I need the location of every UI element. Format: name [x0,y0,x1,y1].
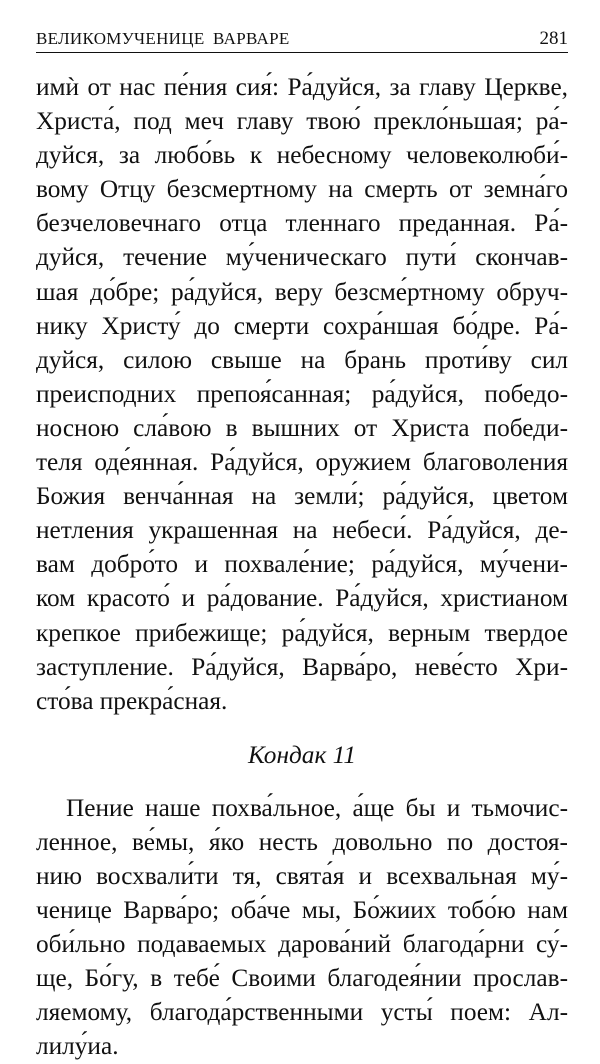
section-heading: Кондак 11 [247,740,357,769]
text-line: преисподних препоя́санная; ра́дуйся, победо- [36,379,568,408]
text-line: Христа́, под меч главу твою́ прекло́ньшая; ра́- [36,107,568,136]
text-line: ленное, ве́мы, я́ко несть довольно по достоя- [36,827,568,856]
text-line: шая до́бре; ра́дуйся, веру безсме́ртному обруч- [36,277,568,306]
text-line: Пение наше похва́льное, а́ще бы и тьмочис- [66,793,568,822]
text-line: дуйся, силою свыше на брань проти́ву сил [36,345,568,374]
text-line: имѝ от нас пе́ния сия́: Ра́дуйся, за главу Церкве, [36,73,568,101]
running-header [36,28,568,53]
text-line: теля оде́янная. Ра́дуйся, оружием благоволения [36,448,568,477]
ikos-11-paragraph [36,70,568,718]
text-line: безчеловечнаго отца тленнаго преданная. Ра́- [36,209,568,238]
text-line: Божия венча́нная на земли́; ра́дуйся, цветом [36,482,568,511]
text-line: дуйся, за любо́вь к небесному человеколюби́- [36,141,568,170]
running-title: ВЕЛИКОМУЧЕНИЦЕ ВАРВАРЕ [36,29,290,48]
text-line: ченице Варва́ро; оба́че мы, Бо́жиих тобо́ю нам [36,896,568,925]
text-line: оби́льно подаваемых дарова́ний благода́рни су́- [36,930,568,959]
kontakion-11-paragraph [36,791,568,1064]
text-line: вому Отцу безсмертному на смерть от земна́го [36,175,568,204]
text-line: нику Христу́ до смерти сохра́ншая бо́дре. Ра́- [36,311,568,340]
text-line: ляемому, благода́рственными усты́ поем: Ал- [36,998,568,1027]
page-number: 281 [539,28,568,49]
text-line: сто́ва прекра́сная. [36,686,228,715]
text-line: заступление. Ра́дуйся, Варва́ро, неве́сто Хри- [36,652,568,681]
text-line: дуйся, течение му́ченическаго пути́ скончав- [36,243,568,272]
text-line: лилу́иа. [36,1032,119,1061]
text-line: крепкое прибежище; ра́дуйся, верным твердое [36,618,568,647]
text-line: носною сла́вою в вышних от Христа победи- [36,413,568,442]
text-line: нию восхвали́ти тя, свята́я и всехвальная му́- [36,861,568,890]
text-line: ком красото́ и ра́дование. Ра́дуйся, христианом [36,584,568,613]
text-line: нетления украшенная на небеси́. Ра́дуйся, де- [36,516,568,545]
text-line: вам добро́то и похвале́ние; ра́дуйся, му́чени- [36,550,568,579]
text-line: ще, Бо́гу, в тебе́ Своими благодея́нии прослав- [36,964,568,993]
body-text [36,70,568,1064]
